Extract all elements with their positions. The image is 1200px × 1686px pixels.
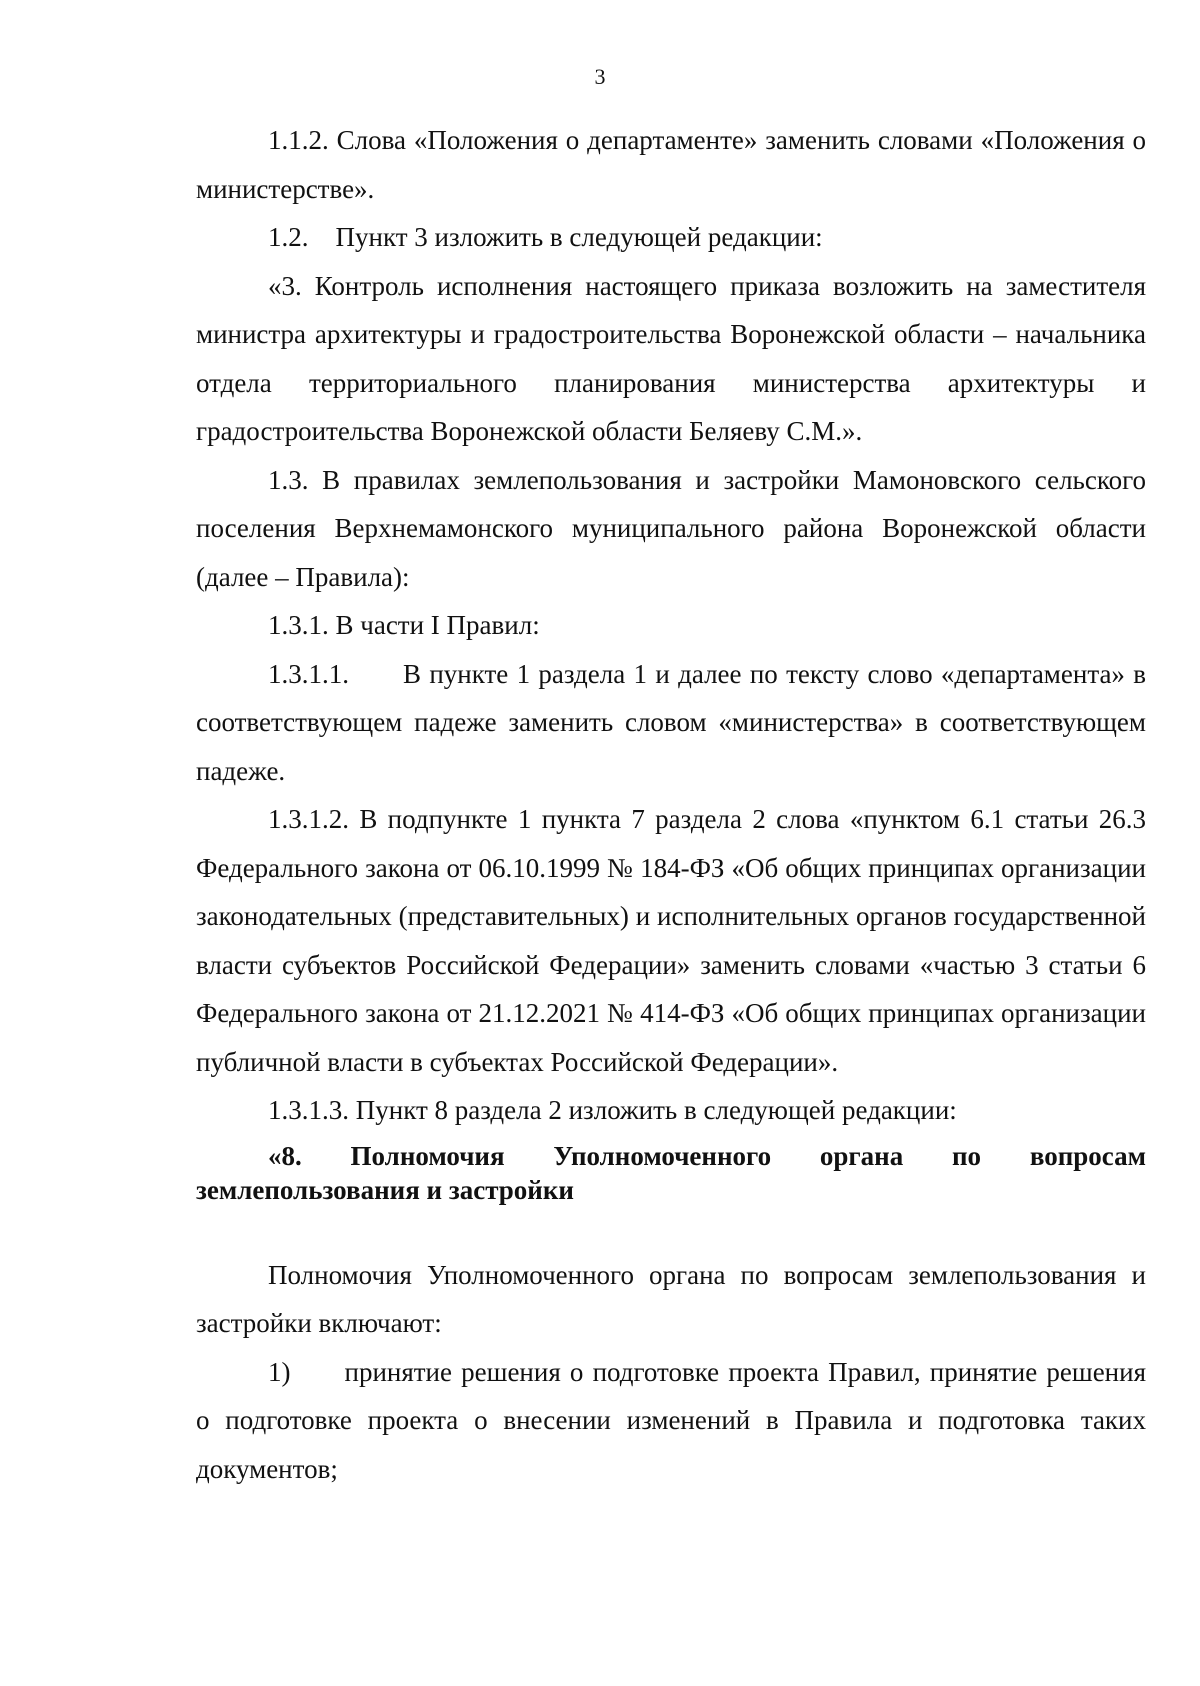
- paragraph-1-3: 1.3. В правилах землепользования и застройки Мамоновского сельского поселения Верхнемамонского муниципального района Воронежской области (далее – Правила):: [196, 464, 1146, 592]
- paragraph-powers-item-1: 1) принятие решения о подготовке проекта Правил, принятие решения о подготовке проекта о внесении изменений в Правила и подготовка таких документов;: [196, 1356, 1146, 1484]
- paragraph-1-1-2: 1.1.2. Слова «Положения о департаменте» заменить словами «Положения о министерстве».: [196, 125, 1146, 204]
- paragraph-1-3-1: 1.3.1. В части I Правил:: [268, 610, 540, 640]
- paragraph-1-2: 1.2. Пункт 3 изложить в следующей редакции:: [268, 222, 823, 252]
- paragraph-1-3-1-1: 1.3.1.1. В пункте 1 раздела 1 и далее по тексту слово «департамента» в соответствующем падеже заменить словом «министерства» в соответствующем падеже.: [196, 658, 1146, 786]
- paragraph-1-3-1-2: 1.3.1.2. В подпункте 1 пункта 7 раздела 2 слова «пунктом 6.1 статьи 26.3 Федерального закона от 06.10.1999 № 184-ФЗ «Об общих принципах организации законодательных (представительных) и исполнительных органов государственной власти субъектов Российской Федерации» заменить словами «частью 3 статьи 6 Федерального закона от 21.12.2021 № 414-ФЗ «Об общих принципах организации публичной власти в субъектах Российской Федерации».: [196, 804, 1146, 1077]
- page-number: 3: [594, 64, 606, 89]
- document-body: [196, 116, 1146, 1493]
- heading-spacer: [196, 1207, 1146, 1251]
- paragraph-1-3-1-3: 1.3.1.3. Пункт 8 раздела 2 изложить в следующей редакции:: [268, 1095, 957, 1125]
- section-heading: «8. Полномочия Уполномоченного органа по вопросам землепользования и застройки: [196, 1140, 1146, 1205]
- paragraph-quote-3: «3. Контроль исполнения настоящего приказа возложить на заместителя министра архитектуры и градостроительства Воронежской области – начальника отдела территориального планирования министерства архитектуры и градостроительства Воронежской области Беляеву С.М.».: [196, 270, 1146, 446]
- paragraph-powers-intro: Полномочия Уполномоченного органа по вопросам землепользования и застройки включают:: [196, 1259, 1146, 1338]
